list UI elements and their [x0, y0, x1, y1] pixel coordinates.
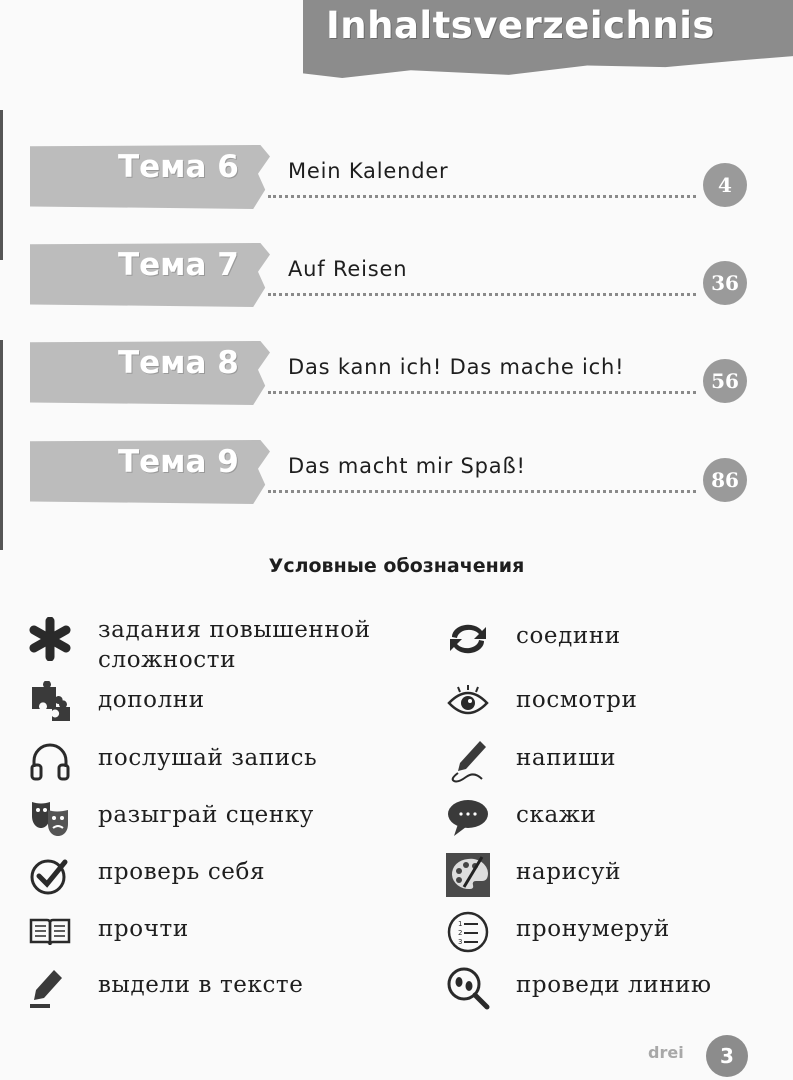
legend-label: дополни [98, 687, 205, 713]
toc-chapter-title: Das macht mir Spaß! [288, 454, 526, 478]
legend-label: нарисуй [516, 859, 622, 885]
puzzle-icon [28, 681, 72, 725]
toc-tag-label: Тема 7 [118, 247, 239, 283]
pen-icon [446, 739, 490, 783]
toc-tag-label: Тема 8 [118, 345, 239, 381]
check-circle-icon [28, 853, 72, 897]
numbered-list-icon [446, 910, 490, 954]
svg-text:1: 1 [458, 920, 463, 928]
svg-text:3: 3 [458, 938, 463, 946]
speech-bubble-icon [446, 796, 490, 840]
toc-tag-label: Тема 6 [118, 149, 239, 185]
legend-label: прочти [98, 916, 189, 942]
legend-label: разыграй сценку [98, 802, 314, 828]
legend-label-line: сложности [98, 647, 237, 673]
svg-text:2: 2 [458, 929, 463, 937]
toc-row-8[interactable] [0, 341, 793, 411]
toc-chapter-title: Das kann ich! Das mache ich! [288, 355, 625, 379]
legend-label: проведи линию [516, 972, 712, 998]
legend-label: соедини [516, 623, 621, 649]
legend-label: послушай запись [98, 745, 318, 771]
headphones-icon [28, 739, 72, 783]
toc-page-number: 56 [703, 359, 747, 403]
toc-chapter-title: Auf Reisen [288, 257, 408, 281]
page-number-word: drei [648, 1043, 684, 1062]
legend-label: посмотри [516, 687, 638, 713]
toc-row-6[interactable] [0, 145, 793, 215]
highlighter-icon [28, 966, 72, 1010]
toc-dot-leader [268, 490, 696, 493]
toc-tag-label: Тема 9 [118, 444, 239, 480]
toc-dot-leader [268, 391, 696, 394]
page-number-badge: 3 [706, 1035, 748, 1077]
toc-row-9[interactable] [0, 440, 793, 510]
legend-label: скажи [516, 802, 597, 828]
palette-icon [446, 853, 490, 897]
toc-page-number: 36 [703, 261, 747, 305]
toc-page-number: 4 [703, 163, 747, 207]
legend-label: выдели в тексте [98, 972, 304, 998]
eye-icon [446, 681, 490, 725]
legend-heading: Условные обозначения [268, 555, 525, 577]
toc-chapter-title: Mein Kalender [288, 159, 449, 183]
legend-label-line: задания повышенной [98, 617, 371, 643]
magnifier-footprints-icon [446, 966, 490, 1010]
theater-masks-icon [28, 796, 72, 840]
toc-dot-leader [268, 293, 696, 296]
open-book-icon [28, 910, 72, 954]
asterisk-icon [28, 617, 72, 661]
page-title: Inhaltsverzeichnis [326, 4, 715, 47]
legend-label: пронумеруй [516, 916, 670, 942]
toc-row-7[interactable] [0, 243, 793, 313]
toc-dot-leader [268, 195, 696, 198]
legend-label: проверь себя [98, 859, 266, 885]
legend-label [98, 615, 371, 675]
legend-label: напиши [516, 745, 617, 771]
toc-page-number: 86 [703, 458, 747, 502]
connect-arrows-icon [446, 617, 490, 661]
